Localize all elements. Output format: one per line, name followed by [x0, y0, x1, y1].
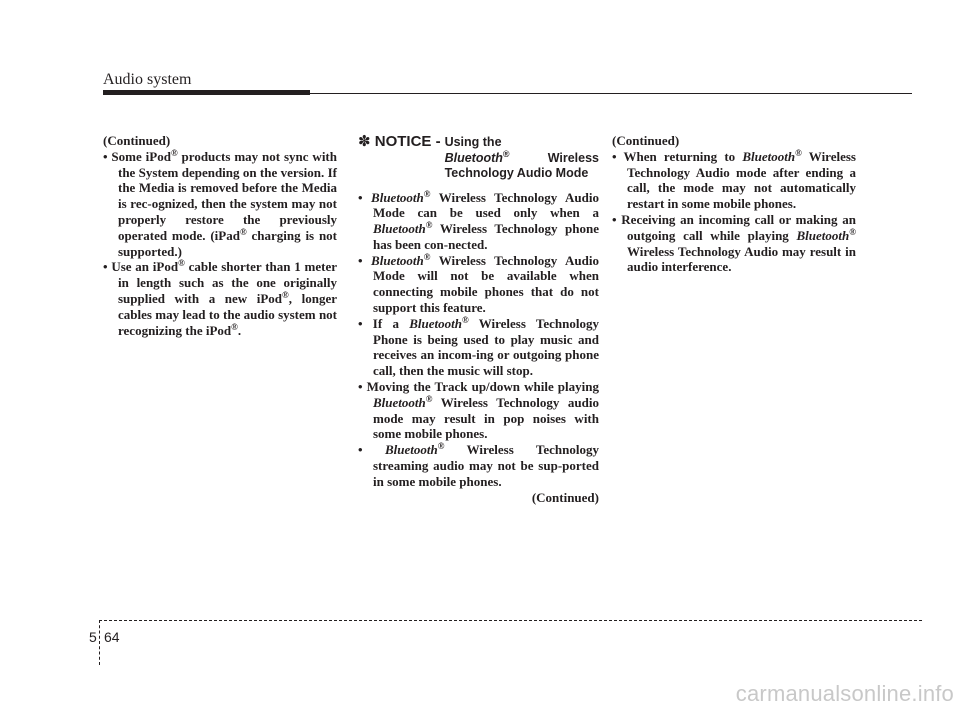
- footer-dashed-vline: [99, 620, 100, 665]
- middle-column: [358, 133, 599, 505]
- page-number: 64: [104, 629, 120, 645]
- continued-label-right: (Continued): [612, 133, 680, 148]
- bullet-ipod-cable: • Use an iPod® cable shorter than 1 meter in length such as the one originally supplied with a new iPod®, longer cables may lead to the audio system not recognizing the iPod®.: [103, 258, 337, 338]
- bullet-streaming: • Bluetooth® Wireless Technology streaming audio may not be sup-ported in some mobile phones.: [358, 441, 599, 489]
- left-column: [103, 133, 337, 338]
- continued-label: (Continued): [103, 133, 171, 148]
- bullet-ipod-compat: • Some iPod® products may not sync with the System depending on the version. If the Media is removed before the Media is rec-ognized, then the system may not properly restore the previously operated mode. (iPad® charging is not supported.): [103, 147, 338, 259]
- bullet-call-interference: • Receiving an incoming call or making an outgoing call while playing Bluetooth® Wireless Technology Audio may result in audio interference.: [612, 211, 856, 275]
- bullet-bt-mode-usable: • Bluetooth® Wireless Technology Audio Mode can be used only when a Bluetooth® Wireless Technology phone has been con-nected.: [358, 188, 599, 252]
- continued-end-label: (Continued): [531, 489, 599, 505]
- footer-dashed-rule: [99, 620, 922, 621]
- notice-lead: ✽ NOTICE -: [358, 133, 441, 150]
- right-column: [612, 133, 856, 275]
- bullet-bt-phone-call: • If a Bluetooth® Wireless Technology Phone is being used to play music and receives an incom-ing or outgoing phone call, then the music will stop.: [358, 314, 599, 379]
- header-rule-thick: [103, 90, 310, 95]
- bullet-track-updown: • Moving the Track up/down while playing Bluetooth® Wireless Technology audio mode may result in pop noises with some mobile phones.: [358, 379, 599, 442]
- page-header-title: Audio system: [103, 71, 192, 88]
- section-number: 5: [89, 629, 97, 645]
- watermark-text: carmanualsonline.info: [735, 681, 954, 706]
- notice-heading: [358, 133, 599, 182]
- bullet-returning-bt: • When returning to Bluetooth® Wireless Technology Audio mode after ending a call, the mode may not automatically restart in some mobile phones.: [612, 147, 856, 212]
- bullet-bt-not-available: • Bluetooth® Wireless Technology Audio Mode will not be available when connecting mobile phones that do not support this feature.: [358, 251, 599, 316]
- header-rule-thin: [310, 93, 912, 94]
- notice-title: Using the Bluetooth® Wireless Technology Audio Mode: [444, 135, 599, 180]
